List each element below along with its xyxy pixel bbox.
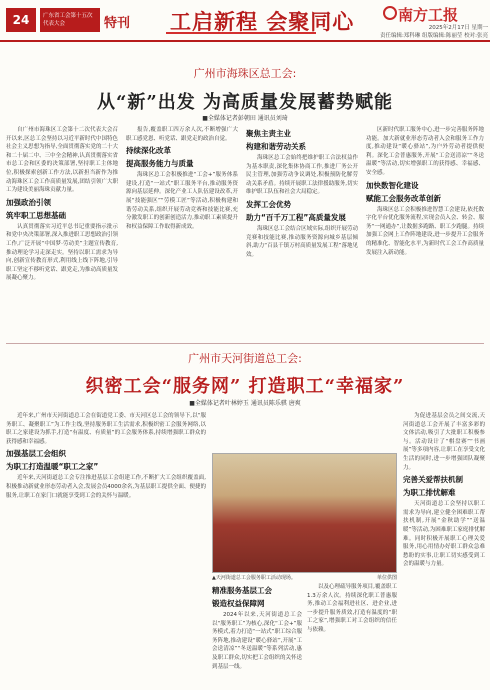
header-meta (378, 24, 488, 40)
subhead: 为职工打造温暖“职工之家” (6, 462, 99, 472)
paragraph: 2024年以来,天河街道总工会以“服务职工”为核心,深化“工会+”服务模式,着力打造“一站式”职工综合服务阵地,推动建设“暖心驿站”,开展“工会送清凉”“冬送温暖”等系列活动,惠及职工群众,切实把工会组织的关怀送到基层一线。 (212, 612, 302, 670)
subhead: 加快数智化建设 (366, 180, 419, 190)
subhead: 筑牢职工思想基础 (6, 210, 66, 220)
page-number: 24 (6, 8, 36, 32)
subhead: 锻造权益保障网 (212, 599, 265, 608)
article1-headline: 从“新”出发 为高质量发展蓄势赋能 (97, 92, 393, 113)
newspaper-logo: 南方工报 (398, 6, 459, 24)
paragraph: 自广州市海珠区工会第十二次代表大会召开以来,区总工会坚持以习近平新时代中国特色社会主义思想为指导,全面贯彻落实党的二十大和二十届二中、三中全会精神,认真贯彻落实省市总工会和区委的决策部署,坚持职工主体地位,积极探索创新工作方法,以新担当新作为推动海珠区工会工作高质量发展,团结引领广大职工为建设美丽海珠贡献力量。 (6, 127, 118, 194)
event-photo (212, 453, 397, 573)
subhead: 为职工排忧解难 (403, 488, 456, 498)
photo-caption-text: ▲天河街道总工会服务职工活动现场。 (212, 575, 296, 581)
paragraph: 海珠区总工会积极推进“工会+”服务体系建设,打造“一站式”职工服务平台,推动服务资源向基层延伸。深化产业工人队伍建设改革,开展“技能强区”“劳模工匠”等活动,积极构建和谐劳动关系,组织开展劳动竞赛和技能比赛,充分激发职工的创新创造活力,推动职工素质提升和权益保障工作取得新成效。 (126, 172, 238, 230)
subhead: 持续深化改革 (126, 146, 171, 156)
article-divider (6, 343, 484, 344)
article1-column-2 (126, 126, 238, 338)
date-line: 2025年2月17日 星期一 (428, 25, 488, 31)
photo-credit: 单位供图 (376, 575, 397, 581)
paragraph: 以及心理疏导服务项目,覆盖职工1.3万余人次。持续深化职工普惠服务,推动工会福利进社区、进企业,进一步提升服务质效,打造有温度的“职工之家”,增强职工对工会组织的信任与依赖。 (307, 584, 397, 633)
paragraph: 海珠区总工会结合区域实际,组织开展劳动竞赛和技能比赛,推动服务资源向城乡基层倾斜,助力“百县千镇万村高质量发展工程”落地见效。 (246, 225, 358, 258)
paragraph: 报告,覆盖职工四万余人次,不断增强广大职工感党恩、听党话、跟党走的政治自觉。 (126, 127, 238, 142)
banner-title: 工启新程 会聚同心 (170, 10, 355, 34)
subhead: 聚焦主责主业 (246, 129, 291, 138)
article1-column-1 (6, 126, 118, 338)
masthead (0, 0, 490, 50)
header-rule (0, 40, 490, 42)
paragraph: 天河街道总工会坚持以职工需求为导向,建立健全困难职工帮扶机制,开展“金秋助学”“送温暖”等活动,为困难职工家庭排忧解难。同时积极开展职工心理关爱服务,用心用情办好职工群众急难愁盼的实事,让职工切实感受到工会的温暖与力量。 (403, 501, 485, 568)
paragraph: 海珠区总工会始终把维护职工合法权益作为基本职责,深化集体协商工作,推进厂务公开民主管理,加强劳动争议调处,积极预防化解劳动关系矛盾。持续开展职工法律援助服务,切实维护职工队伍和社会大局稳定。 (246, 155, 358, 196)
article1-column-3 (246, 126, 358, 338)
subhead: 赋能工会服务改革创新 (366, 193, 441, 203)
article1-kicker: 广州市海珠区总工会: (193, 67, 297, 80)
paragraph: 区新时代职工服务中心,进一步完善服务阵地功能。加大新就业形态劳动者入会和服务工作力度,推动建设“暖心驿站”,为户外劳动者提供便利。深化工会普惠服务,开展“工会送清凉”“冬送温暖”等活动,切实增强职工的获得感、幸福感、安全感。 (366, 127, 484, 176)
subhead: 完善关爱帮扶机制 (403, 475, 463, 485)
paragraph: 认真贯彻落实习近平总书记重要指示批示和党中央决策部署,深入推进职工思想政治引领工作,广泛开展“中国梦·劳动美”主题宣传教育,推动理论学习走深走实。坚持以职工需求为导向,创新宣传教育形式,利用线上线下阵地,引导职工坚定不移听党话、跟党走,为推动高质量发展凝心聚力。 (6, 223, 118, 282)
subhead: 提高服务能力与质量 (126, 159, 194, 169)
subhead: 助力“百千万工程”高质量发展 (246, 212, 346, 222)
subhead: 加强政治引领 (6, 197, 51, 207)
subhead: 精准服务基层工会 (212, 586, 272, 595)
subhead: 加强基层工会组织 (6, 449, 66, 459)
article2-byline: ■全媒体记者叶林婷玉 通讯员陈乐骐 唐爽 (189, 400, 301, 407)
subhead: 发挥工会优势 (246, 199, 291, 209)
paragraph: 近年来,天河街道总工会专注推进基层工会组建工作,不断扩大工会组织覆盖面,积极推动新就业形态劳动者入会,发展会员4000余名,为基层职工提供全面、便捷的服务,让职工在家门口就能享受到工会的关怀与温暖。 (6, 475, 206, 499)
paragraph: 近年来,广州市天河街道总工会在街道党工委、市天河区总工会的领导下,以“服务职工、凝聚职工”为工作主线,坚持服务职工生活需求,积极织密工会服务网络,以职工之家建设为抓手,打造“有温度、有质量”的工会服务体系,持续增强职工群众的获得感和幸福感。 (6, 413, 206, 445)
paragraph: 为促进基层会员之间交流,天河街道总工会开展了丰富多彩的文体活动,吸引了大批职工积极参与。活动设计了“棋盘赛”“书画展”等多项内容,让职工在享受文化生活的同时,进一步增强团队凝聚力。 (403, 413, 485, 471)
article2-column-3 (307, 583, 397, 687)
photo-caption (212, 574, 397, 581)
article2-headline: 织密工会“服务网” 打造职工“幸福家” (85, 376, 405, 397)
logo-icon (383, 6, 397, 20)
article1-column-4 (366, 126, 484, 338)
article1-byline: ■全媒体记者彭朝田 通讯员刘琦 (202, 115, 288, 122)
editor-line: 责任编辑:郑科琳 组版编辑:陈丽莹 校对:张亮 (379, 33, 488, 39)
section-block: 广东省工会第十五次代表大会 (40, 8, 100, 32)
article2-kicker: 广州市天河街道总工会: (188, 352, 302, 365)
paragraph: 海珠区总工会积极推进智慧工会建设,依托数字化平台优化服务流程,实现会员入会、转会、服务“一网通办”,让数据多跑路、职工少跑腿。持续加强工会网上工作阵地建设,进一步提升工会服务的精准化、智能化水平,为新时代工会工作高质量发展注入新动能。 (366, 206, 484, 256)
article2-column-1 (6, 412, 206, 687)
subhead: 构建和谐劳动关系 (246, 142, 306, 151)
article2-column-2 (212, 583, 302, 687)
section-label: 特刊 (104, 16, 131, 31)
article2-column-4 (403, 412, 485, 687)
